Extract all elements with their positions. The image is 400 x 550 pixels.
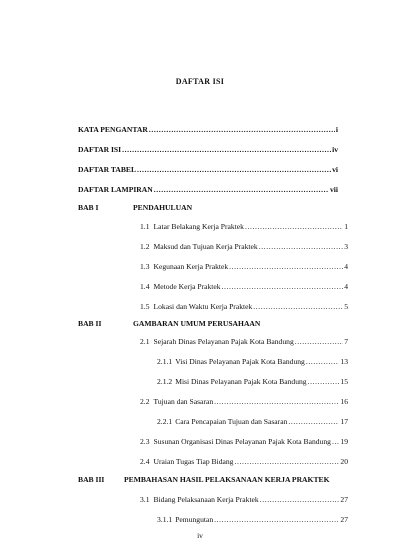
section-label: Bidang Pelaksanaan Kerja Praktek (153, 495, 259, 504)
page-title: DAFTAR ISI (175, 77, 225, 86)
section-number: 1.5 (140, 302, 150, 311)
section-label: Latar Belakang Kerja Praktek (153, 222, 244, 231)
toc-leader-dots (308, 377, 340, 387)
toc-leader-dots (234, 457, 339, 467)
toc-entry-label: DAFTAR LAMPIRAN (78, 185, 153, 194)
section-label: Susunan Organisasi Dinas Pelayanan Pajak Kota Bandung (153, 437, 331, 446)
toc-leader-dots (306, 357, 340, 367)
section-number: 2.2.1 (157, 417, 173, 426)
section-number: 2.1.2 (157, 377, 173, 386)
toc-section-2-1[interactable] (140, 337, 348, 347)
toc-chapter-bab-2[interactable] (78, 319, 260, 329)
chapter-number: BAB I (78, 203, 99, 212)
section-label: Cara Pencapaian Tujuan dan Sasaran (175, 417, 288, 426)
toc-entry-daftar-isi[interactable] (78, 145, 338, 155)
section-number: 1.2 (140, 242, 150, 251)
toc-leader-dots (149, 125, 335, 135)
section-number: 1.4 (140, 282, 150, 291)
toc-leader-dots (122, 145, 331, 155)
section-page: 15 (340, 377, 348, 386)
section-page: 1 (344, 222, 348, 231)
toc-section-1-4[interactable] (140, 282, 348, 292)
chapter-title: GAMBARAN UMUM PERUSAHAAN (133, 319, 261, 328)
section-label: Pemungutan (175, 515, 214, 524)
toc-entry-page: iv (332, 145, 338, 154)
toc-leader-dots (295, 337, 343, 347)
chapter-number: BAB II (78, 319, 102, 328)
toc-entry-page: i (335, 125, 338, 134)
toc-leader-dots (260, 495, 340, 505)
chapter-title: PEMBAHASAN HASIL PELAKSANAAN KERJA PRAKTEK (124, 475, 330, 484)
toc-entry-daftar-lampiran[interactable] (78, 185, 338, 195)
toc-chapter-bab-1[interactable] (78, 203, 192, 213)
toc-leader-dots (259, 242, 344, 252)
section-page: 7 (344, 337, 348, 346)
section-label: Tujuan dan Sasaran (153, 397, 214, 406)
section-page: 20 (340, 457, 348, 466)
toc-entry-label: DAFTAR TABEL (78, 165, 137, 174)
section-label: Kegunaan Kerja Praktek (153, 262, 229, 271)
section-label: Maksud dan Tujuan Kerja Praktek (153, 242, 258, 251)
section-page: 4 (344, 262, 348, 271)
section-page: 27 (340, 515, 348, 524)
toc-leader-dots (154, 185, 329, 195)
section-number: 2.2 (140, 397, 150, 406)
section-label: Lokasi dan Waktu Kerja Praktek (153, 302, 253, 311)
toc-section-1-1[interactable] (140, 222, 348, 232)
page-number-footer: iv (197, 531, 203, 540)
toc-leader-dots (214, 397, 339, 407)
toc-section-3-1[interactable] (140, 495, 348, 505)
toc-leader-dots (229, 262, 343, 272)
section-page: 19 (340, 437, 348, 446)
toc-section-2-2[interactable] (140, 397, 348, 407)
chapter-title: PENDAHULUAN (133, 203, 193, 212)
section-number: 2.1.1 (157, 357, 173, 366)
toc-leader-dots (332, 437, 339, 447)
chapter-number: BAB III (78, 475, 105, 484)
toc-leader-dots (253, 302, 343, 312)
section-label: Misi Dinas Pelayanan Pajak Kota Bandung (175, 377, 307, 386)
section-page: 5 (344, 302, 348, 311)
section-page: 3 (344, 242, 348, 251)
section-number: 3.1 (140, 495, 150, 504)
toc-section-1-3[interactable] (140, 262, 348, 272)
section-page: 4 (344, 282, 348, 291)
section-number: 2.1 (140, 337, 150, 346)
section-number: 1.1 (140, 222, 150, 231)
toc-section-2-3[interactable] (140, 437, 348, 447)
toc-leader-dots (288, 417, 339, 427)
toc-entry-kata-pengantar[interactable] (78, 125, 338, 135)
toc-entry-label: KATA PENGANTAR (78, 125, 148, 134)
section-page: 27 (340, 495, 348, 504)
toc-section-1-2[interactable] (140, 242, 348, 252)
toc-section-2-4[interactable] (140, 457, 348, 467)
toc-section-2-2-1[interactable] (157, 417, 348, 427)
toc-section-2-1-2[interactable] (157, 377, 348, 387)
section-page: 16 (340, 397, 348, 406)
section-number: 2.4 (140, 457, 150, 466)
section-number: 3.1.1 (157, 515, 173, 524)
toc-leader-dots (214, 515, 339, 525)
toc-chapter-bab-3[interactable] (78, 475, 329, 485)
section-number: 2.3 (140, 437, 150, 446)
section-label: Uraian Tugas Tiap Bidang (153, 457, 234, 466)
section-page: 17 (340, 417, 348, 426)
section-label: Sejarah Dinas Pelayanan Pajak Kota Bandung (153, 337, 294, 346)
toc-leader-dots (222, 282, 344, 292)
section-label: Metode Kerja Praktek (153, 282, 221, 291)
toc-entry-page: vii (329, 185, 338, 194)
toc-section-2-1-1[interactable] (157, 357, 348, 367)
toc-section-3-1-1[interactable] (157, 515, 348, 525)
toc-entry-daftar-tabel[interactable] (78, 165, 338, 175)
toc-entry-page: vi (332, 165, 338, 174)
section-page: 13 (340, 357, 348, 366)
toc-leader-dots (245, 222, 343, 232)
toc-section-1-5[interactable] (140, 302, 348, 312)
section-label: Visi Dinas Pelayanan Pajak Kota Bandung (175, 357, 305, 366)
toc-entry-label: DAFTAR ISI (78, 145, 122, 154)
toc-leader-dots (137, 165, 331, 175)
section-number: 1.3 (140, 262, 150, 271)
